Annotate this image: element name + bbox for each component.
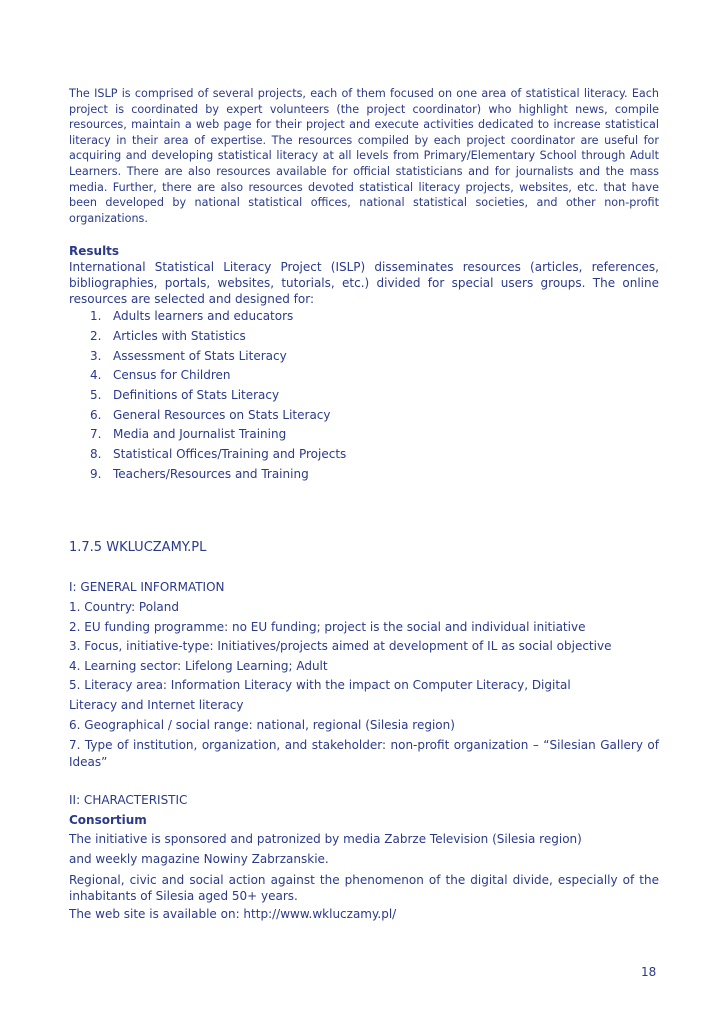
general-line: 5. Literacy area: Information Literacy with the impact on Computer Literacy, Digital: [69, 678, 571, 693]
general-heading: I: GENERAL INFORMATION: [69, 580, 225, 595]
general-line: 4. Learning sector: Lifelong Learning; Adult: [69, 658, 328, 673]
list-item: 3. Assessment of Stats Literacy: [90, 348, 287, 363]
list-item: 4. Census for Children: [90, 368, 231, 383]
general-line: 2. EU funding programme: no EU funding; project is the social and individual initiative: [69, 619, 586, 634]
consortium-paragraph: Regional, civic and social action against the phenomenon of the digital divide, especially of the inhabitants of Silesia aged 50+ years.: [69, 872, 659, 903]
results-heading: Results: [69, 244, 120, 259]
resources-list: [69, 307, 659, 484]
results-text: International Statistical Literacy Project (ISLP) disseminates resources (articles, references, bibliographies, portals, websites, tutorials, etc.) divided for special users groups. The online resources are selected and designed for:: [69, 260, 659, 306]
list-item: 6. General Resources on Stats Literacy: [90, 407, 331, 422]
website-line: The web site is available on: http://www.wkluczamy.pl/: [69, 906, 397, 921]
list-item: 9. Teachers/Resources and Training: [90, 466, 309, 481]
general-line: 1. Country: Poland: [69, 600, 179, 615]
general-line-last: 7. Type of institution, organization, and stakeholder: non-profit organization – “Silesian Gallery of Ideas”: [69, 738, 659, 770]
list-item: 2. Articles with Statistics: [90, 328, 246, 343]
page-content: [69, 86, 659, 924]
general-line: 6. Geographical / social range: national, regional (Silesia region): [69, 717, 455, 732]
list-item: 5. Definitions of Stats Literacy: [90, 387, 280, 402]
intro-paragraph: The ISLP is comprised of several projects, each of them focused on one area of statistical literacy. Each project is coordinated by expert volunteers (the project coordinator) who highlight news, compile resources, maintain a web page for their project and execute activities dedicated to increase statistical literacy in their area of expertise. The resources compiled by each project coordinator are useful for acquiring and developing statistical literacy at all levels from Primary/Elementary School through Adult Learners. There are also resources available for official statisticians and for journalists and the mass media. Further, there are also resources devoted statistical literacy projects, websites, etc. that have been developed by national statistical offices, national statistical societies, and other non-profit organizations.: [69, 87, 659, 225]
page-number: 18: [641, 965, 657, 979]
general-line: Literacy and Internet literacy: [69, 698, 244, 713]
consortium-line: The initiative is sponsored and patronized by media Zabrze Television (Silesia region): [69, 832, 582, 847]
section-heading: 1.7.5 WKLUCZAMY.PL: [69, 540, 207, 556]
list-item: 8. Statistical Offices/Training and Projects: [90, 447, 347, 462]
list-item: 1. Adults learners and educators: [90, 309, 294, 324]
consortium-heading: Consortium: [69, 812, 147, 827]
consortium-line: and weekly magazine Nowiny Zabrzanskie.: [69, 851, 329, 866]
list-item: 7. Media and Journalist Training: [90, 427, 287, 442]
characteristic-heading: II: CHARACTERISTIC: [69, 793, 188, 808]
general-line: 3. Focus, initiative-type: Initiatives/projects aimed at development of IL as social objective: [69, 639, 612, 654]
